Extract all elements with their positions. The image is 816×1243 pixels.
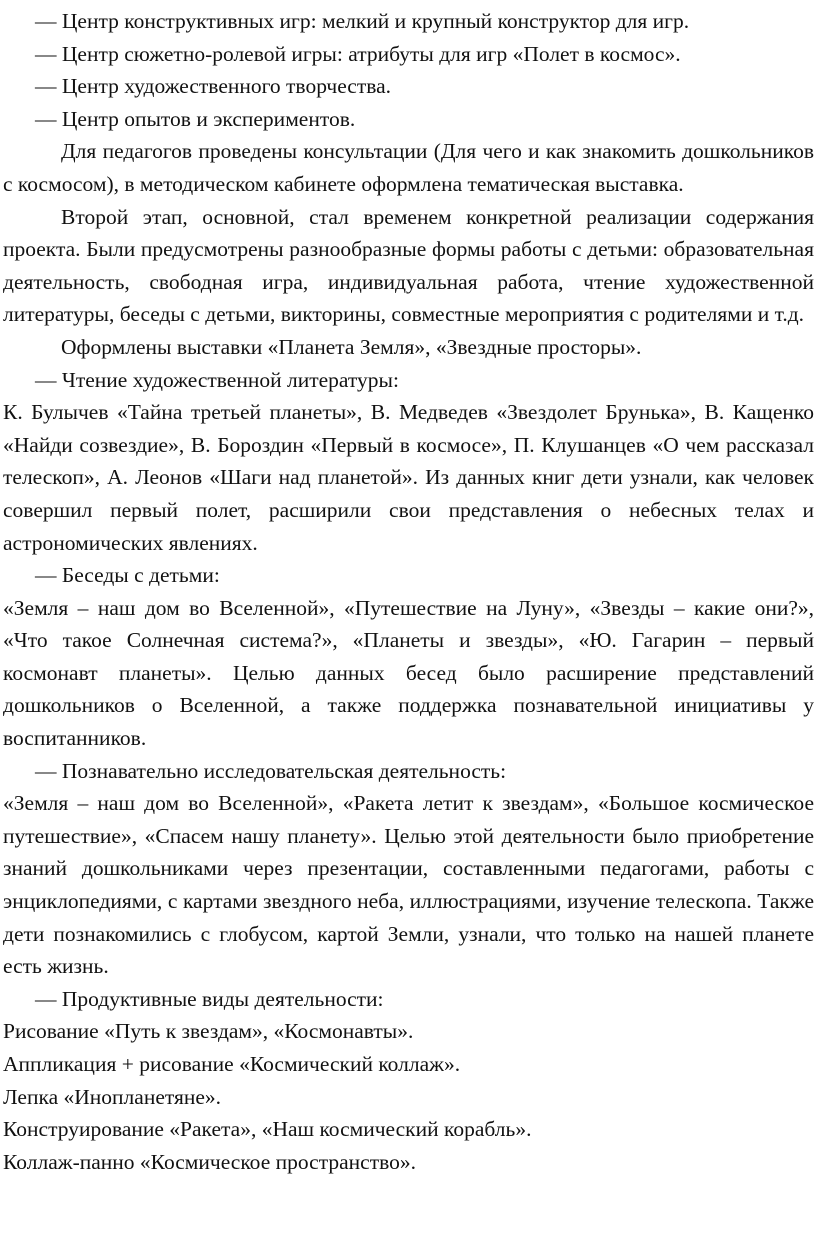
list-item-role-play: — Центр сюжетно-ролевой игры: атрибуты для игр «Полет в космос». xyxy=(35,41,681,66)
list-item-constructive-games: — Центр конструктивных игр: мелкий и крупный конструктор для игр. xyxy=(35,9,690,33)
paragraph-conversations: «Земля – наш дом во Вселенной», «Путешествие на Луну», «Звезды – какие они?», «Что такое Солнечная система?», «Планеты и звезды», «Ю. Гагарин – первый космонавт планеты». Целью данных бесед было расширение представлений дошкольников о Вселенной, а также поддержка познавательной инициативы у воспитанников. xyxy=(3,595,814,751)
heading-conversations: — Беседы с детьми: xyxy=(35,563,220,588)
heading-research: — Познавательно исследовательская деятельность: xyxy=(35,758,507,783)
activity-construction: Конструирование «Ракета», «Наш космический корабль». xyxy=(3,1117,532,1142)
list-item-art: — Центр художественного творчества. xyxy=(35,74,392,99)
paragraph-consultations: Для педагогов проведены консультации (Для чего и как знакомить дошкольников с космосом), в методическом кабинете оформлена тематическая выставка. xyxy=(3,139,814,196)
heading-reading: — Чтение художественной литературы: xyxy=(35,367,399,392)
activity-modeling: Лепка «Инопланетяне». xyxy=(3,1084,222,1109)
paragraph-exhibitions: Оформлены выставки «Планета Земля», «Звездные просторы». xyxy=(61,334,642,359)
paragraph-second-stage: Второй этап, основной, стал временем конкретной реализации содержания проекта. Были предусмотрены разнообразные формы работы с детьми: образовательная деятельность, свободная игра, индивидуальная работа, чтение художественной литературы, беседы с детьми, викторины, совместные мероприятия с родителями и т.д. xyxy=(3,204,814,327)
activity-drawing: Рисование «Путь к звездам», «Космонавты». xyxy=(3,1019,414,1044)
paragraph-books: К. Булычев «Тайна третьей планеты», В. Медведев «Звездолет Брунька», В. Кащенко «Найди созвездие», В. Бороздин «Первый в космосе», П. Клушанцев «О чем рассказал телескоп», А. Леонов «Шаги над планетой». Из данных книг дети узнали, как человек совершил первый полет, расширили свои представления о небесных телах и астрономических явлениях. xyxy=(3,400,814,555)
activity-applique: Аппликация + рисование «Космический коллаж». xyxy=(3,1052,461,1076)
paragraph-research: «Земля – наш дом во Вселенной», «Ракета летит к звездам», «Большое космическое путешествие», «Спасем нашу планету». Целью этой деятельности было приобретение знаний дошкольниками через презентации, составленными педагогами, работы с энциклопедиями, с картами звездного неба, иллюстрациями, изучение телескопа. Также дети познакомились с глобусом, картой Земли, узнали, что только на нашей планете есть жизнь. xyxy=(3,791,814,979)
heading-productive: — Продуктивные виды деятельности: xyxy=(35,986,384,1011)
activity-collage: Коллаж-панно «Космическое пространство». xyxy=(3,1149,416,1174)
list-item-experiments: — Центр опытов и экспериментов. xyxy=(35,106,356,131)
